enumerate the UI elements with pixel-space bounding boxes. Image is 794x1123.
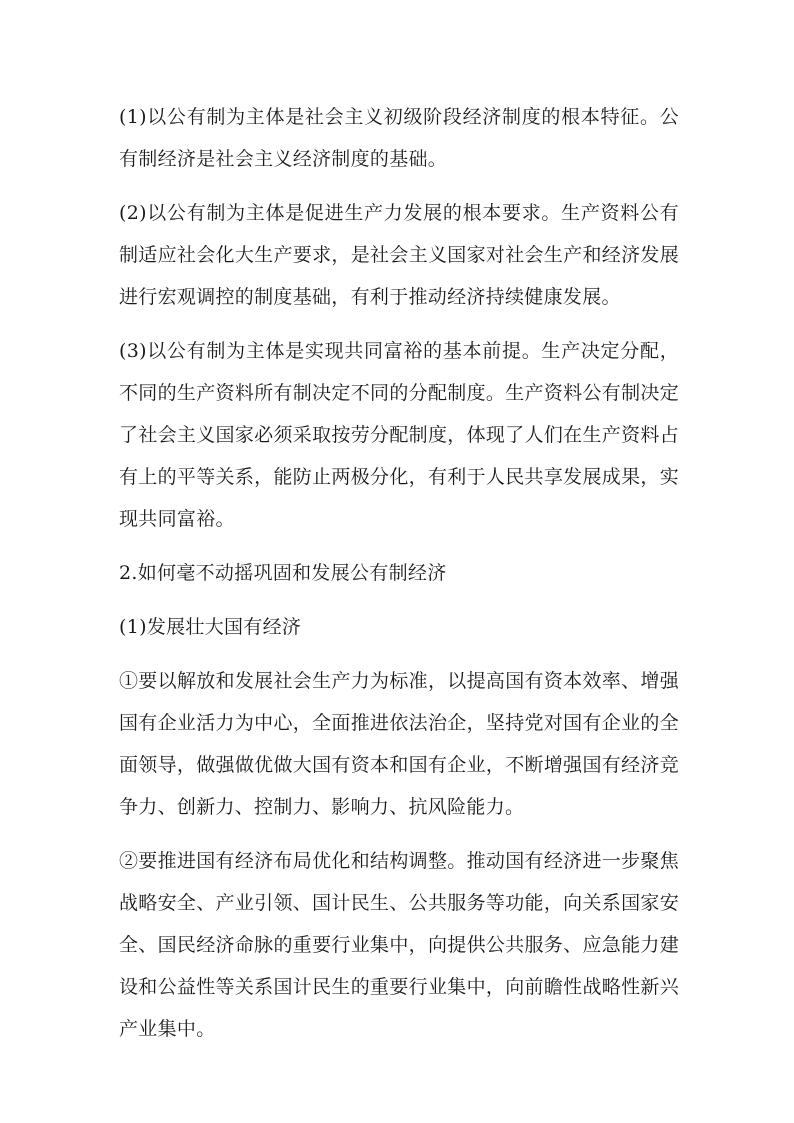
paragraph-1: (1)以公有制为主体是社会主义初级阶段经济制度的根本特征。公有制经济是社会主义经济制度的基础。 xyxy=(119,106,679,170)
section-heading-2: 2.如何毫不动摇巩固和发展公有制经济 xyxy=(119,562,447,584)
paragraph-4: ①要以解放和发展社会生产力为标准，以提高国有资本效率、增强国有企业活力为中心，全面推进依法治企，坚持党对国有企业的全面领导，做强做优做大国有资本和国有企业，不断增强国有经济竞争力、创新力、控制力、影响力、抗风险能力。 xyxy=(119,670,679,818)
subsection-heading-2-1: (1)发展壮大国有经济 xyxy=(119,616,302,638)
paragraph-2: (2)以公有制为主体是促进生产力发展的根本要求。生产资料公有制适应社会化大生产要求，是社会主义国家对社会生产和经济发展进行宏观调控的制度基础，有利于推动经济持续健康发展。 xyxy=(119,202,679,308)
document-page xyxy=(119,96,679,1062)
paragraph-5: ②要推进国有经济布局优化和结构调整。推动国有经济进一步聚焦战略安全、产业引领、国计民生、公共服务等功能，向关系国家安全、国民经济命脉的重要行业集中，向提供公共服务、应急能力建设和公益性等关系国计民生的重要行业集中，向前瞻性战略性新兴产业集中。 xyxy=(119,850,679,1040)
paragraph-3: (3)以公有制为主体是实现共同富裕的基本前提。生产决定分配，不同的生产资料所有制决定不同的分配制度。生产资料公有制决定了社会主义国家必须采取按劳分配制度，体现了人们在生产资料占有上的平等关系，能防止两极分化，有利于人民共享发展成果，实现共同富裕。 xyxy=(119,340,679,530)
